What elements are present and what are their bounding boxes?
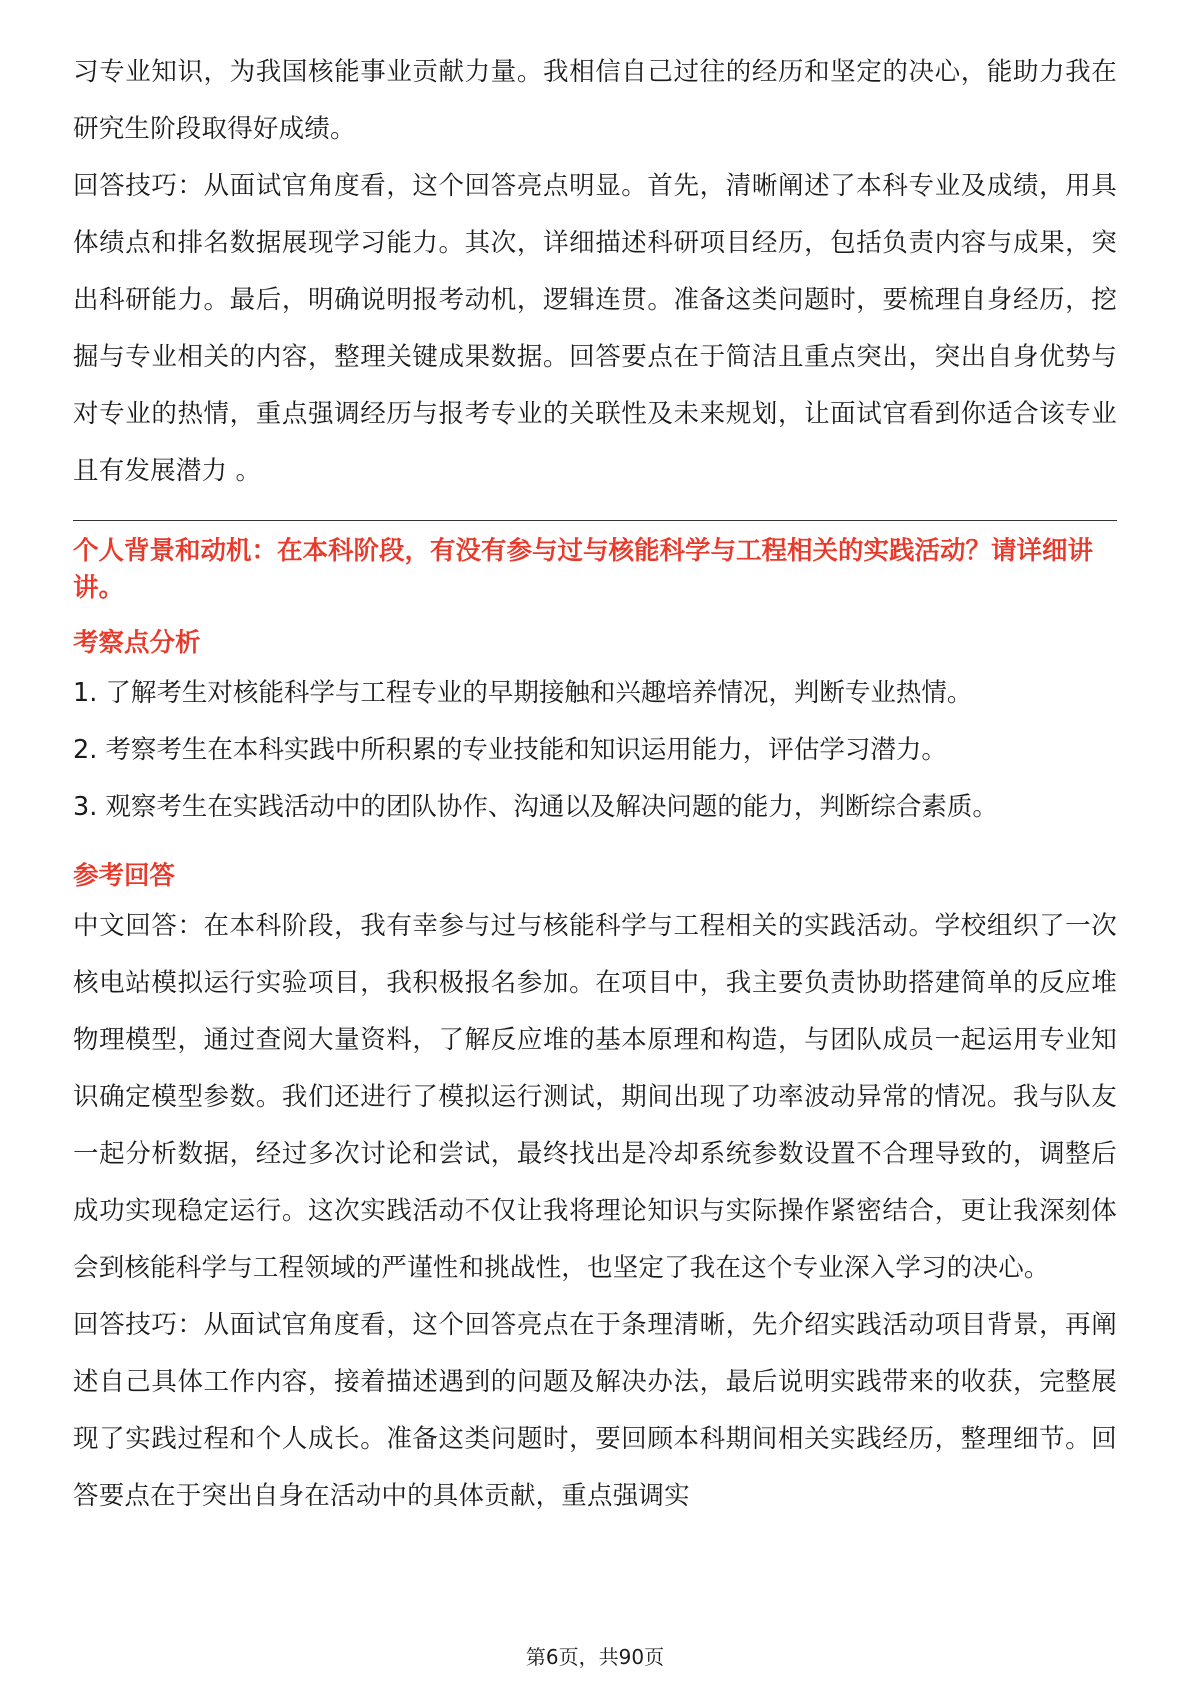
intro-tips-paragraph: 回答技巧：从面试官角度看，这个回答亮点明显。首先，清晰阐述了本科专业及成绩，用具体绩点和排名数据展现学习能力。其次，详细描述科研项目经历，包括负责内容与成果，突出科研能力。最后，明确说明报考动机，逻辑连贯。准备这类问题时，要梳理自身经历，挖掘与专业相关的内容，整理关键成果数据。回答要点在于简洁且重点突出，突出自身优势与对专业的热情，重点强调经历与报考专业的关联性及未来规划，让面试官看到你适合该专业且有发展潜力 。: [73, 171, 1117, 486]
analysis-item-1: 1. 了解考生对核能科学与工程专业的早期接触和兴趣培养情况，判断专业热情。: [73, 678, 973, 708]
analysis-item-2: 2. 考察考生在本科实践中所积累的专业技能和知识运用能力，评估学习潜力。: [73, 735, 947, 765]
analysis-item-3: 3. 观察考生在实践活动中的团队协作、沟通以及解决问题的能力，判断综合素质。: [73, 792, 998, 822]
section-divider: [73, 520, 1117, 521]
question-heading: 个人背景和动机：在本科阶段，有没有参与过与核能科学与工程相关的实践活动？请详细讲讲。: [73, 536, 1094, 603]
page-footer: 第6页，共90页: [525, 1645, 665, 1669]
reference-tips: 回答技巧：从面试官角度看，这个回答亮点在于条理清晰，先介绍实践活动项目背景，再阐述自己具体工作内容，接着描述遇到的问题及解决办法，最后说明实践带来的收获，完整展现了实践过程和个人成长。准备这类问题时，要回顾本科期间相关实践经历，整理细节。回答要点在于突出自身在活动中的具体贡献，重点强调实: [73, 1310, 1117, 1511]
analysis-title: 考察点分析: [73, 628, 201, 658]
document-page: [73, 44, 1117, 1525]
intro-paragraph-1: 习专业知识，为我国核能事业贡献力量。我相信自己过往的经历和坚定的决心，能助力我在研究生阶段取得好成绩。: [73, 57, 1117, 144]
reference-title: 参考回答: [73, 861, 176, 891]
reference-answer: 中文回答：在本科阶段，我有幸参与过与核能科学与工程相关的实践活动。学校组织了一次核电站模拟运行实验项目，我积极报名参加。在项目中，我主要负责协助搭建简单的反应堆物理模型，通过查阅大量资料，了解反应堆的基本原理和构造，与团队成员一起运用专业知识确定模型参数。我们还进行了模拟运行测试，期间出现了功率波动异常的情况。我与队友一起分析数据，经过多次讨论和尝试，最终找出是冷却系统参数设置不合理导致的，调整后成功实现稳定运行。这次实践活动不仅让我将理论知识与实际操作紧密结合，更让我深刻体会到核能科学与工程领域的严谨性和挑战性，也坚定了我在这个专业深入学习的决心。: [73, 911, 1117, 1283]
